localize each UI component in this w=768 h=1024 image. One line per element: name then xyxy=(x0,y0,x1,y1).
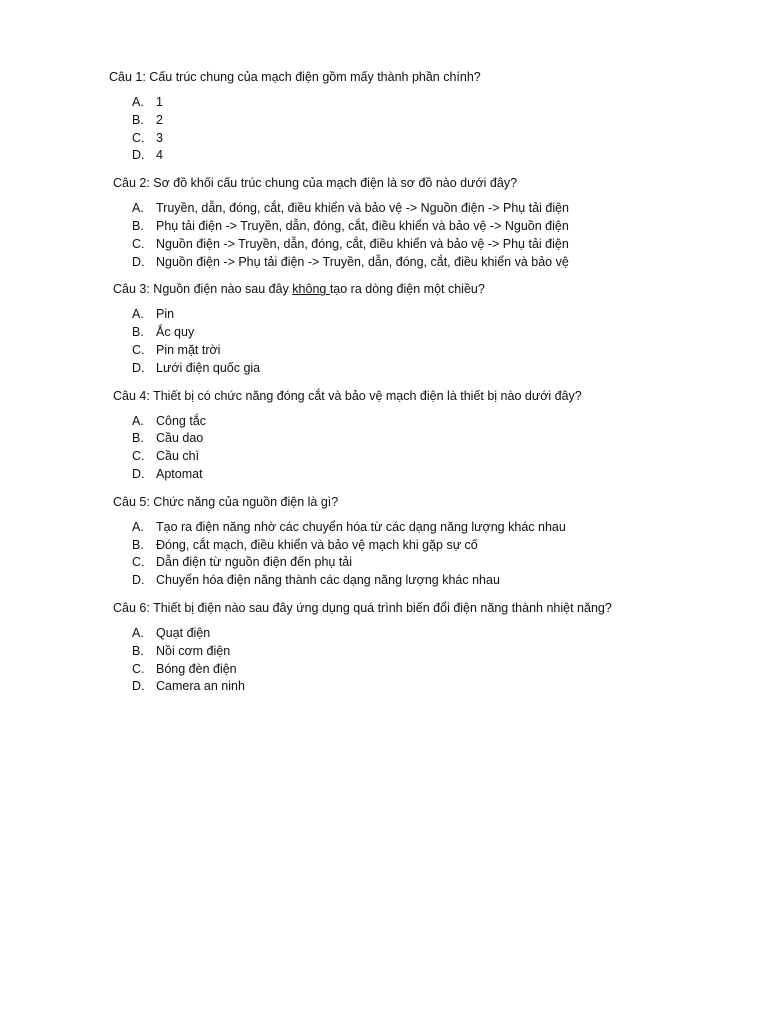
answer-letter: C. xyxy=(132,661,145,676)
question-text: Câu 2: Sơ đồ khối cấu trúc chung của mạch điện là sơ đồ nào dưới đây? xyxy=(113,176,518,191)
answer-text: 3 xyxy=(156,130,163,145)
answer-option xyxy=(109,572,768,590)
answer-text: Ắc quy xyxy=(156,325,195,340)
answer-letter: B. xyxy=(132,112,144,127)
answer-letter: B. xyxy=(132,325,144,340)
answer-option xyxy=(109,448,768,466)
answer-text: Công tắc xyxy=(156,413,207,428)
answer-letter: B. xyxy=(132,431,144,446)
answer-letter: A. xyxy=(132,519,144,534)
answer-option xyxy=(109,519,768,537)
answer-letter: B. xyxy=(132,643,144,658)
answer-text: Quạt điện xyxy=(156,625,211,640)
answer-text: Tạo ra điện năng nhờ các chuyển hóa từ các dạng năng lượng khác nhau xyxy=(156,519,566,534)
answer-option xyxy=(109,112,768,130)
answer-option xyxy=(109,306,768,324)
answer-letter: C. xyxy=(132,342,145,357)
answer-text: Đóng, cắt mạch, điều khiển và bảo vệ mạch khi gặp sự cố xyxy=(156,537,478,552)
answer-text: Camera an ninh xyxy=(156,679,245,694)
answer-text: 4 xyxy=(156,148,163,163)
answer-text: Nguồn điện -> Truyền, dẫn, đóng, cắt, điều khiển và bảo vệ -> Phụ tải điện xyxy=(156,236,569,251)
answer-letter: A. xyxy=(132,201,144,216)
answer-letter: A. xyxy=(132,413,144,428)
answer-option xyxy=(109,342,768,360)
answer-text: Nồi cơm điện xyxy=(156,643,231,658)
question-6 xyxy=(109,599,768,696)
answer-list xyxy=(109,94,768,165)
answer-option xyxy=(109,466,768,484)
answer-list xyxy=(109,625,768,696)
answer-letter: B. xyxy=(132,537,144,552)
answer-letter: D. xyxy=(132,148,145,163)
answer-text: Truyền, dẫn, đóng, cắt, điều khiển và bảo vệ -> Nguồn điện -> Phụ tải điện xyxy=(156,201,570,216)
answer-text: Bóng đèn điện xyxy=(156,661,237,676)
answer-letter: C. xyxy=(132,236,145,251)
answer-letter: A. xyxy=(132,307,144,322)
question-5 xyxy=(109,493,768,590)
question-3 xyxy=(109,280,768,377)
answer-letter: D. xyxy=(132,360,145,375)
answer-text: Phụ tải điện -> Truyền, dẫn, đóng, cắt, điều khiển và bảo vệ -> Nguồn điện xyxy=(156,218,569,233)
question-text: Câu 4: Thiết bị có chức năng đóng cắt và bảo vệ mạch điện là thiết bị nào dưới đây? xyxy=(113,388,582,403)
answer-letter: B. xyxy=(132,218,144,233)
answer-option xyxy=(109,554,768,572)
answer-option xyxy=(109,200,768,218)
answer-letter: D. xyxy=(132,254,145,269)
answer-option xyxy=(109,147,768,165)
answer-letter: D. xyxy=(132,573,145,588)
answer-text: Pin mặt trời xyxy=(156,342,221,357)
answer-option xyxy=(109,643,768,661)
answer-list xyxy=(109,200,768,271)
answer-text: Nguồn điện -> Phụ tải điện -> Truyền, dẫn, đóng, cắt, điều khiển và bảo vệ xyxy=(156,254,569,269)
question-2 xyxy=(109,174,768,271)
underlined-word: không xyxy=(292,282,330,297)
answer-letter: C. xyxy=(132,449,145,464)
question-text: Câu 1: Cấu trúc chung của mạch điện gồm mấy thành phần chính? xyxy=(109,70,481,84)
answer-letter: C. xyxy=(132,130,145,145)
answer-text: Dẫn điện từ nguồn điện đến phụ tải xyxy=(156,555,353,570)
answer-text: Cầu chì xyxy=(156,449,200,464)
answer-text: 2 xyxy=(156,112,163,127)
answer-text: Pin xyxy=(156,307,175,322)
answer-text: 1 xyxy=(156,95,163,109)
answer-text: Lưới điện quốc gia xyxy=(156,360,261,375)
answer-option xyxy=(109,625,768,643)
question-4 xyxy=(109,387,768,484)
answer-option xyxy=(109,430,768,448)
answer-text: Cầu dao xyxy=(156,431,204,446)
answer-option xyxy=(109,218,768,236)
question-1 xyxy=(109,68,768,165)
answer-text: Aptomat xyxy=(156,466,203,481)
answer-option xyxy=(109,324,768,342)
answer-text: Chuyển hóa điện năng thành các dạng năng lượng khác nhau xyxy=(156,573,500,588)
answer-option xyxy=(109,130,768,148)
question-text: Câu 6: Thiết bị điện nào sau đây ứng dụng quá trình biến đổi điện năng thành nhiệt năng? xyxy=(113,600,612,615)
answer-option xyxy=(109,254,768,272)
answer-option xyxy=(109,360,768,378)
answer-list xyxy=(109,519,768,590)
answer-option xyxy=(109,94,768,112)
answer-letter: A. xyxy=(132,625,144,640)
answer-option xyxy=(109,678,768,696)
answer-option xyxy=(109,236,768,254)
answer-letter: A. xyxy=(132,95,144,109)
question-text: Câu 5: Chức năng của nguồn điện là gì? xyxy=(113,494,339,509)
answer-letter: C. xyxy=(132,555,145,570)
answer-option xyxy=(109,413,768,431)
answer-letter: D. xyxy=(132,679,145,694)
answer-option xyxy=(109,537,768,555)
answer-option xyxy=(109,661,768,679)
answer-list xyxy=(109,306,768,377)
question-text: Câu 3: Nguồn điện nào sau đây không tạo ra dòng điện một chiều? xyxy=(113,282,485,297)
answer-list xyxy=(109,413,768,484)
answer-letter: D. xyxy=(132,466,145,481)
